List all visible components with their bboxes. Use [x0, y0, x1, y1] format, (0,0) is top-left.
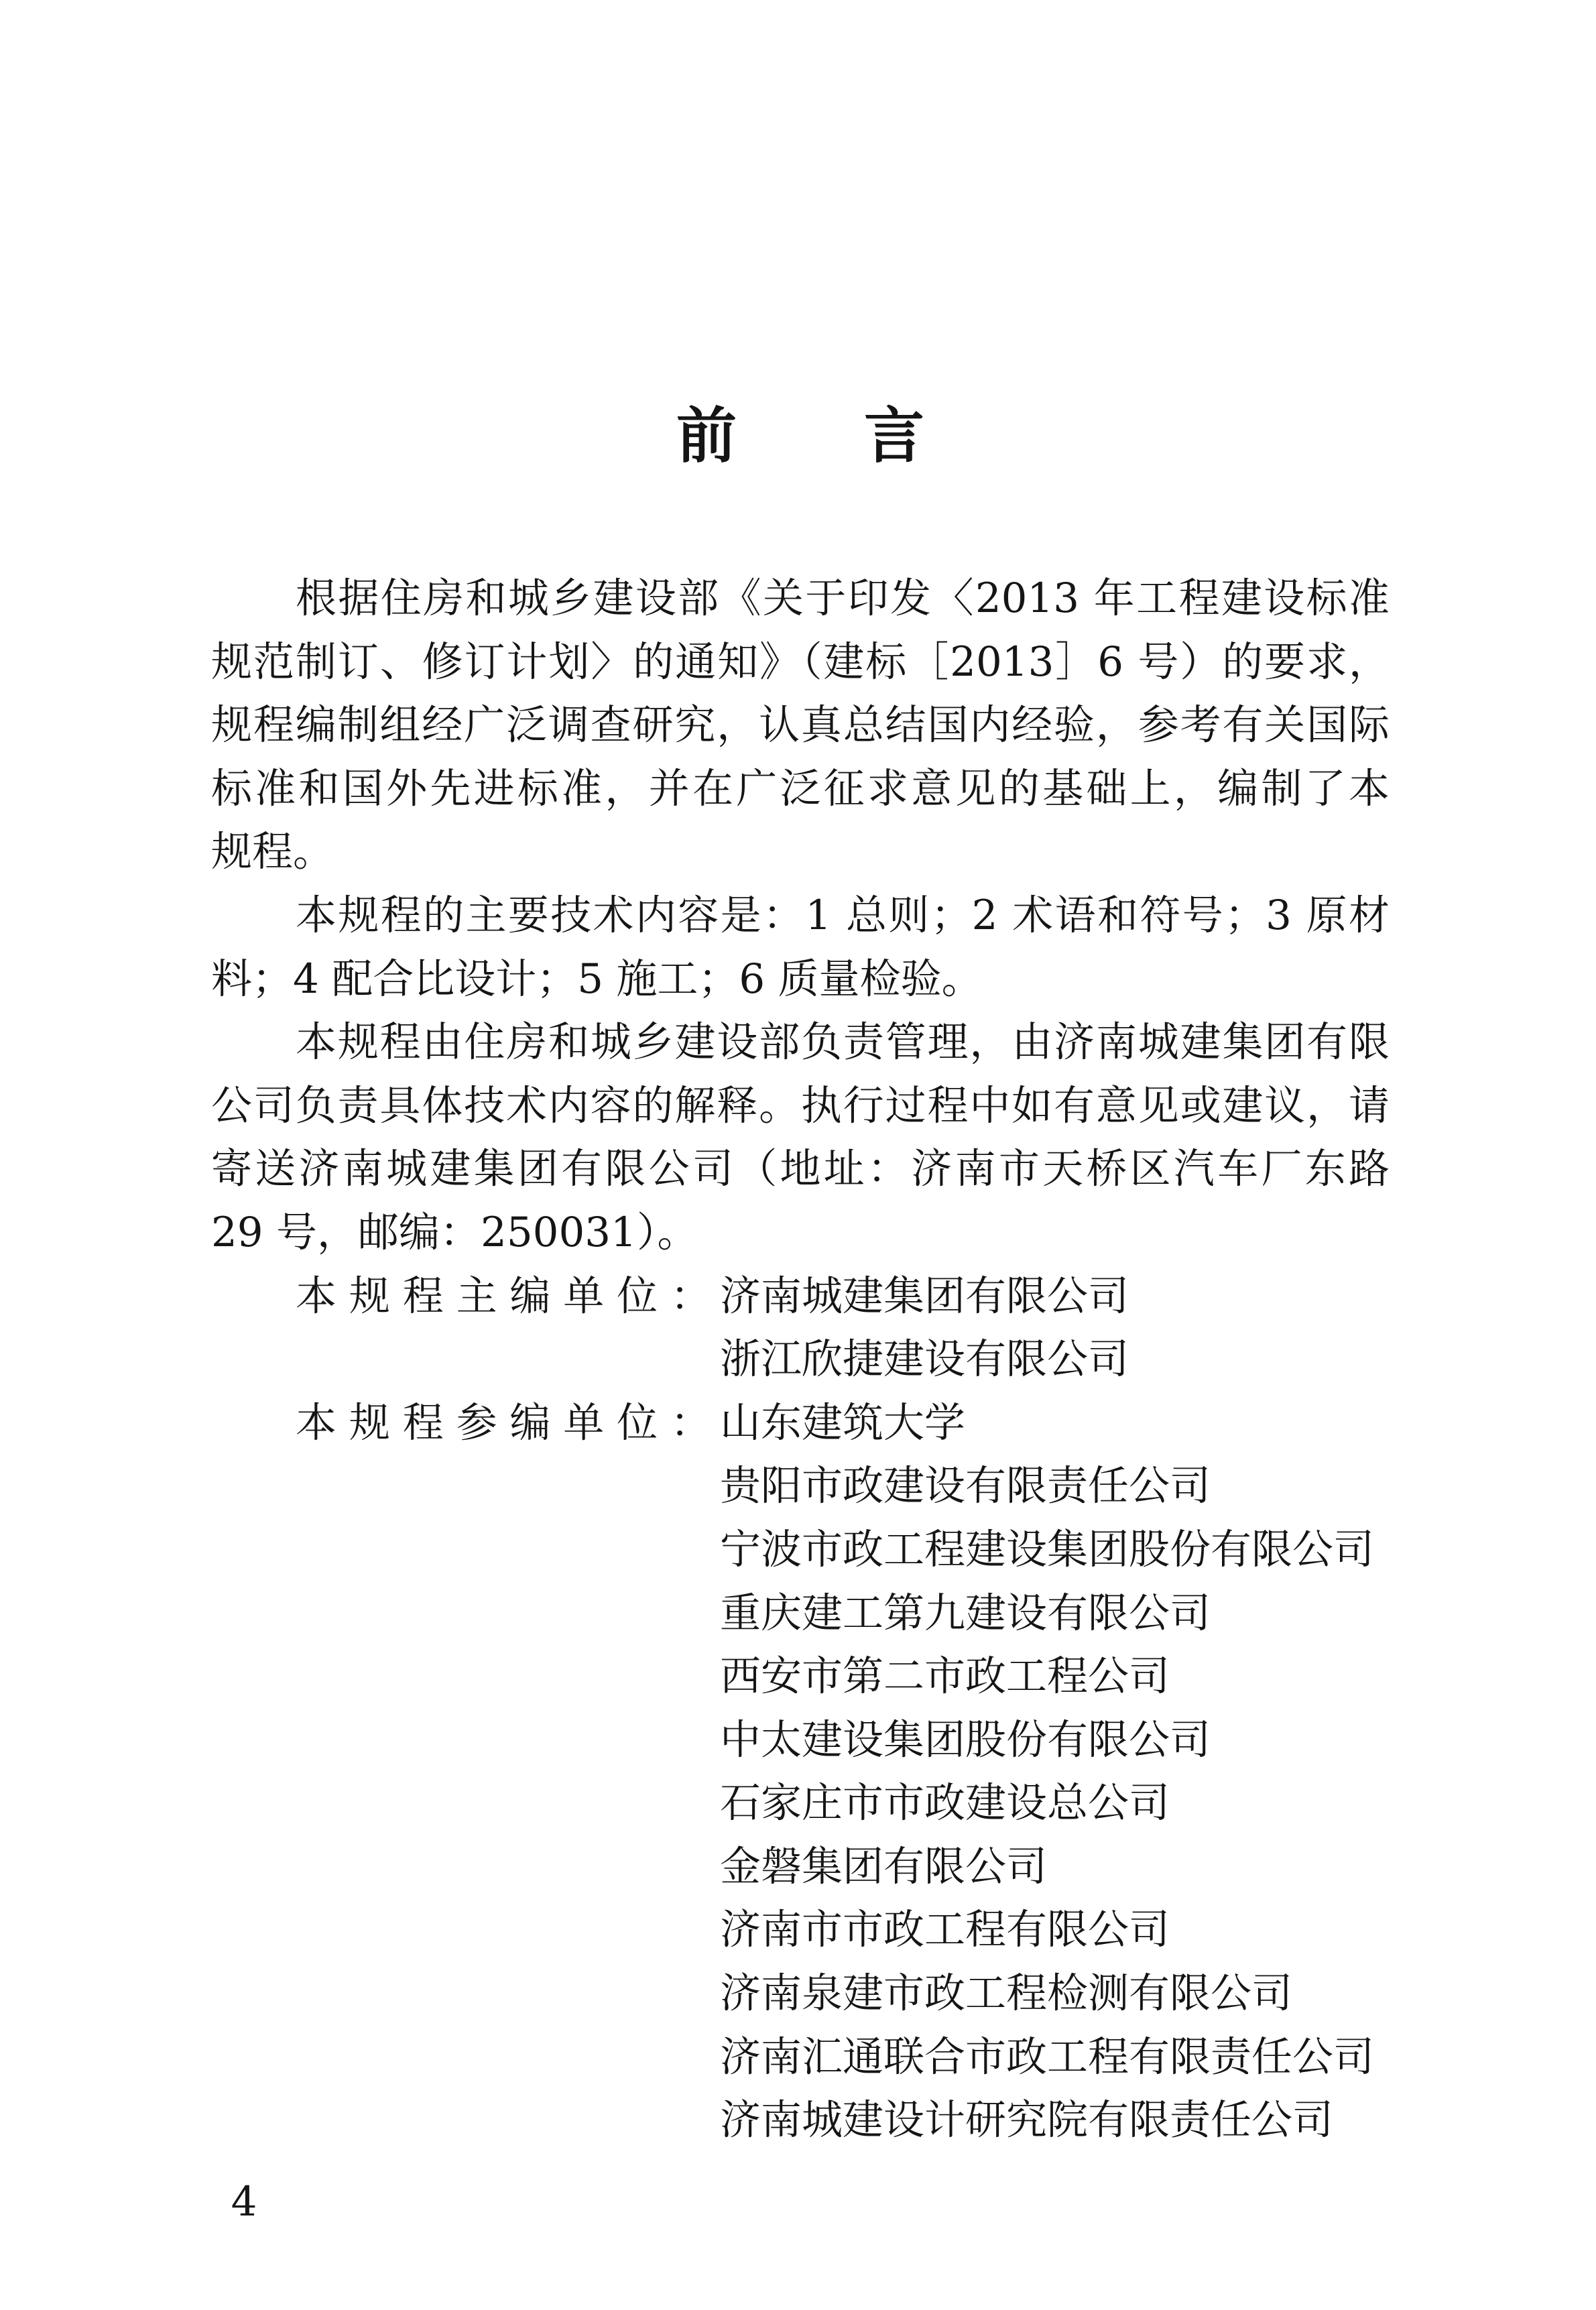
paragraph-line: 规程。 — [211, 828, 334, 876]
editor-unit: 济南城建设计研究院有限责任公司 — [720, 2096, 1334, 2144]
editor-unit: 石家庄市市政建设总公司 — [720, 1779, 1170, 1827]
editor-row — [211, 2089, 1390, 2152]
title-char: 言 — [864, 400, 924, 471]
editor-row — [211, 1709, 1390, 1772]
chief-editors — [211, 1265, 1390, 1392]
editor-unit: 西安市第二市政工程公司 — [720, 1652, 1170, 1701]
title-char: 前 — [676, 400, 737, 471]
editor-row — [211, 1772, 1390, 1835]
participating-editor-label: 本规程参编单位： — [296, 1398, 711, 1447]
paragraph-line: 本规程的主要技术内容是：1 总则；2 术语和符号；3 原材 — [296, 891, 1390, 939]
paragraph-basis — [211, 567, 1390, 884]
editor-row — [211, 1962, 1390, 2026]
editor-row — [211, 1835, 1390, 1899]
editor-row — [211, 1392, 1390, 1455]
editor-row — [211, 2026, 1390, 2089]
editor-row — [211, 1518, 1390, 1582]
paragraph-line: 公司负责具体技术内容的解释。执行过程中如有意见或建议，请 — [211, 1081, 1390, 1130]
paragraph-line: 料；4 配合比设计；5 施工；6 质量检验。 — [211, 955, 983, 1003]
editor-unit: 重庆建工第九建设有限公司 — [720, 1589, 1211, 1637]
paragraph-line: 本规程由住房和城乡建设部负责管理，由济南城建集团有限 — [296, 1018, 1390, 1067]
paragraph-line: 标准和国外先进标准，并在广泛征求意见的基础上，编制了本 — [211, 764, 1390, 812]
editor-row — [211, 1455, 1390, 1518]
editor-unit: 宁波市政工程建设集团股份有限公司 — [720, 1525, 1375, 1573]
editor-unit: 中太建设集团股份有限公司 — [720, 1715, 1211, 1764]
paragraph-contents — [211, 884, 1390, 1011]
editor-row — [211, 1582, 1390, 1646]
paragraph-line: 规范制订、修订计划〉的通知》（建标［2013］6 号）的要求， — [211, 637, 1390, 686]
editor-unit: 济南城建集团有限公司 — [720, 1272, 1129, 1320]
paragraph-line: 根据住房和城乡建设部《关于印发〈2013 年工程建设标准 — [296, 574, 1390, 622]
editor-unit: 浙江欣捷建设有限公司 — [720, 1335, 1129, 1384]
paragraph-line: 29 号，邮编：250031）。 — [211, 1208, 698, 1256]
editor-row — [211, 1328, 1390, 1392]
paragraph-line: 规程编制组经广泛调查研究，认真总结国内经验，参考有关国际 — [211, 701, 1390, 749]
editor-unit: 贵阳市政建设有限责任公司 — [720, 1462, 1211, 1510]
paragraph-line: 寄送济南城建集团有限公司（地址：济南市天桥区汽车厂东路 — [211, 1145, 1390, 1193]
participating-editors — [211, 1392, 1390, 2152]
editor-unit: 山东建筑大学 — [720, 1398, 966, 1447]
editor-unit: 济南泉建市政工程检测有限公司 — [720, 1969, 1293, 2018]
editor-unit: 济南市市政工程有限公司 — [720, 1906, 1170, 1954]
editor-unit: 金磐集团有限公司 — [720, 1842, 1048, 1890]
chief-editor-label: 本规程主编单位： — [296, 1272, 711, 1320]
paragraph-management — [211, 1011, 1390, 1264]
editor-row — [211, 1265, 1390, 1329]
editor-row — [211, 1645, 1390, 1709]
editor-unit: 济南汇通联合市政工程有限责任公司 — [720, 2032, 1375, 2081]
editor-row — [211, 1898, 1390, 1962]
preface-body — [211, 567, 1390, 2152]
page-number: 4 — [231, 2178, 257, 2226]
